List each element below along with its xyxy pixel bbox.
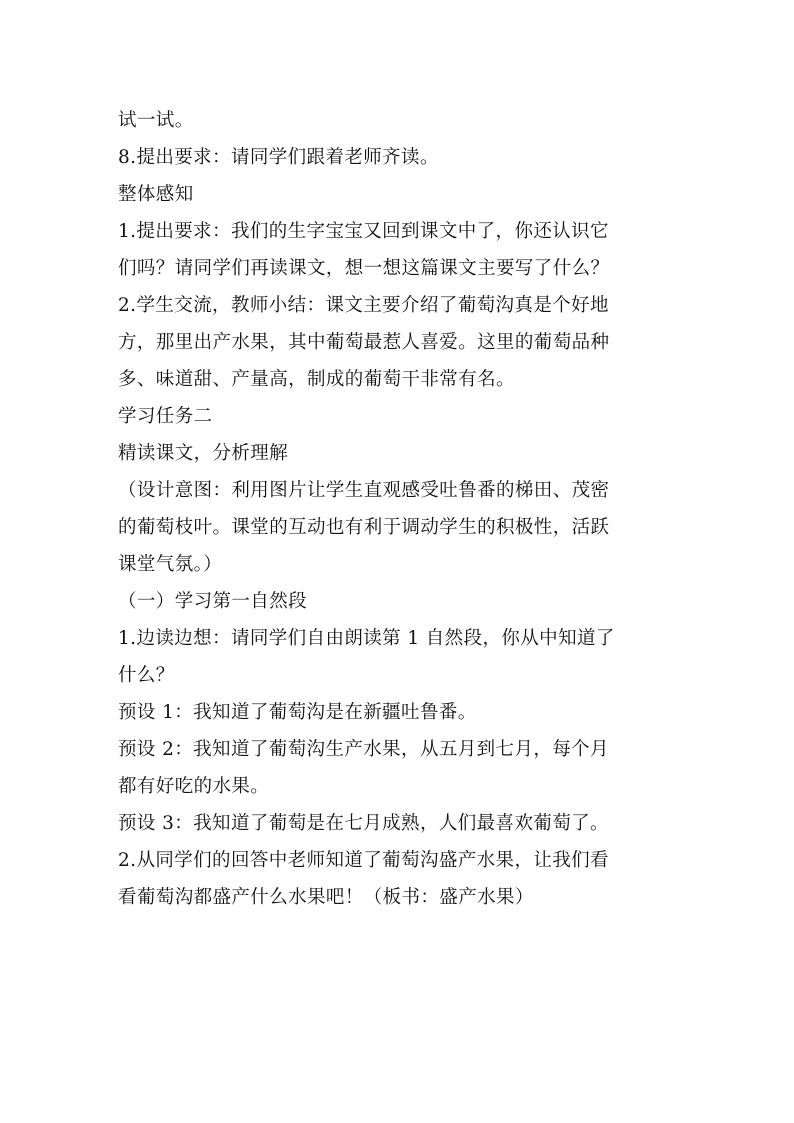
document-body	[118, 102, 683, 916]
section-heading-task-2: 学习任务二	[118, 406, 213, 427]
subsection-heading-paragraph-1: （一）学习第一自然段	[118, 591, 308, 612]
section-heading-overall-perception: 整体感知	[118, 184, 194, 205]
text-line-step-1-cont: 们吗？请同学们再读课文，想一想这篇课文主要写了什么？	[118, 258, 610, 279]
text-line-step-2-end: 多、味道甜、产量高，制成的葡萄干非常有名。	[118, 369, 515, 390]
design-intent-line-1: （设计意图：利用图片让学生直观感受吐鲁番的梯田、茂密	[118, 480, 610, 501]
design-intent-line-3: 课堂气氛。）	[118, 554, 223, 575]
section-subheading-close-reading: 精读课文，分析理解	[118, 443, 289, 464]
text-line-read-think: 1.边读边想：请同学们自由朗读第 1 自然段，你从中知道了	[118, 628, 615, 649]
text-line-teacher-summary-cont: 看葡萄沟都盛产什么水果吧！（板书：盛产水果）	[118, 887, 534, 908]
preset-answer-1: 预设 1：我知道了葡萄沟是在新疆吐鲁番。	[118, 702, 477, 723]
text-line-step-8: 8.提出要求：请同学们跟着老师齐读。	[118, 147, 439, 168]
text-line-step-2-cont: 方，那里出产水果，其中葡萄最惹人喜爱。这里的葡萄品种	[118, 332, 610, 353]
preset-answer-2: 预设 2：我知道了葡萄沟生产水果，从五月到七月，每个月	[118, 739, 609, 760]
preset-answer-3: 预设 3：我知道了葡萄是在七月成熟，人们最喜欢葡萄了。	[118, 813, 609, 834]
text-line-read-think-cont: 什么？	[118, 665, 175, 686]
text-line-step-1: 1.提出要求：我们的生字宝宝又回到课文中了，你还认识它	[118, 221, 609, 242]
text-line-step-2: 2.学生交流，教师小结：课文主要介绍了葡萄沟真是个好地	[118, 295, 609, 316]
text-line-teacher-summary: 2.从同学们的回答中老师知道了葡萄沟盛产水果，让我们看	[118, 850, 609, 871]
design-intent-line-2: 的葡萄枝叶。课堂的互动也有利于调动学生的积极性，活跃	[118, 517, 610, 538]
text-line-continuation: 试一试。	[118, 110, 194, 131]
preset-answer-2-cont: 都有好吃的水果。	[118, 776, 270, 797]
